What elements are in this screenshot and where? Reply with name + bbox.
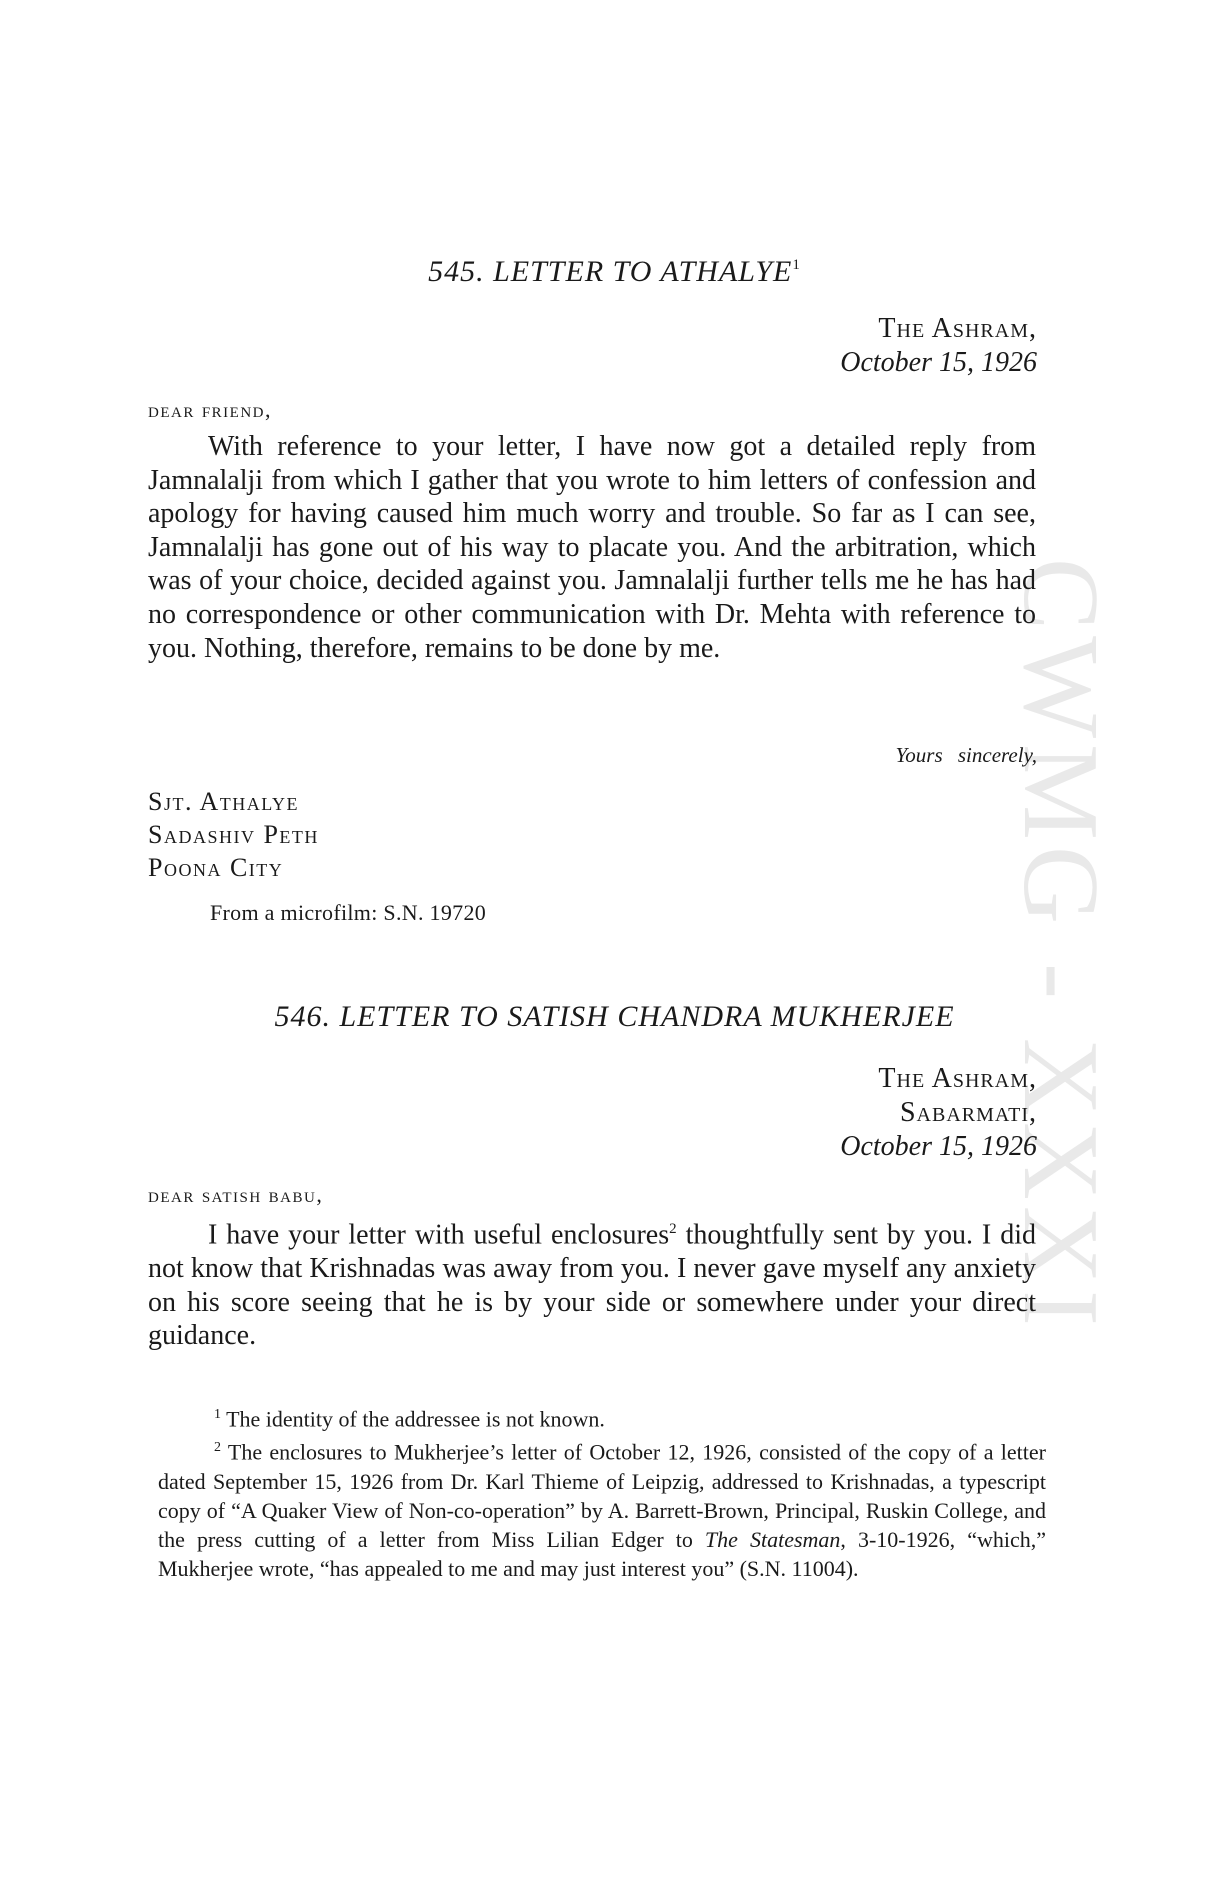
letter-546-title (0, 1000, 1229, 1034)
footnote-text: The identity of the addressee is not known. (221, 1406, 605, 1432)
letter-546-address (840, 1062, 1037, 1164)
letter-date: October 15, 1926 (840, 347, 1037, 378)
letter-545-salutation: dear friend, (148, 397, 273, 422)
footnote-number: 2 (214, 1440, 221, 1456)
letter-545-closing: Yours sincerely, (895, 743, 1037, 767)
publication-title: The Statesman (704, 1526, 841, 1552)
footnotes (158, 1400, 1046, 1583)
letter-546-salutation: dear satish babu, (148, 1182, 324, 1207)
letter-date: October 15, 1926 (840, 1131, 1037, 1162)
address-line: The Ashram, (878, 1063, 1037, 1094)
letter-545-body (148, 430, 1036, 665)
recipient-street: Sadashiv Peth (148, 820, 319, 849)
footnote-2 (158, 1433, 1046, 1582)
letter-545-recipient (148, 785, 319, 884)
body-text-segment: thoughtfully sent by you. I did not know that Krishnadas was away from you. I never gave myself any anxiety on his score seeing that he is by your side or somewhere under your direct guidance. (148, 1219, 1036, 1352)
body-paragraph (148, 1213, 1036, 1353)
letter-545-address (840, 312, 1037, 380)
footnote-number: 1 (214, 1407, 221, 1422)
recipient-city: Poona City (148, 853, 284, 882)
footnote-ref-2: 2 (669, 1221, 677, 1237)
address-line: The Ashram, (878, 313, 1037, 344)
letter-545-title-text: 545. LETTER TO ATHALYE (428, 255, 793, 288)
letter-546-title-text: 546. LETTER TO SATISH CHANDRA MUKHERJEE (274, 1000, 955, 1033)
footnote-ref-1: 1 (792, 257, 801, 273)
recipient-name: Sjt. Athalye (148, 787, 299, 816)
letter-545-source: From a microfilm: S.N. 19720 (210, 900, 487, 925)
footnote-text: , 3-10-1926, “which,” Mukherjee wrote, “has appealed to me and may just interest you” (S.N. 11004). (158, 1526, 1046, 1581)
footnote-1 (158, 1400, 1046, 1433)
watermark-text: CWMG - XXXI (1001, 558, 1120, 1332)
footnote-text: The enclosures to Mukherjee’s letter of October 12, 1926, consisted of the copy of a letter dated September 15, 1926 from Dr. Karl Thieme of Leipzig, addressed to Krishnadas, a typescript copy of “A Quaker View of Non-co-operation” by A. Barrett-Brown, Principal, Ruskin College, and the press cutting of a letter from Miss Lilian Edger to (158, 1439, 1046, 1552)
address-line: Sabarmati, (899, 1097, 1037, 1128)
letter-546-body (148, 1213, 1036, 1353)
body-paragraph: With reference to your letter, I have now got a detailed reply from Jamnalalji from which I gather that you wrote to him letters of confession and apology for having caused him much worry and trouble. So far as I can see, Jamnalalji has gone out of his way to placate you. And the arbitration, which was of your choice, decided against you. Jamnalalji further tells me he has had no correspondence or other communication with Dr. Mehta with reference to you. Nothing, therefore, remains to be done by me. (148, 431, 1036, 664)
body-text-segment: I have your letter with useful enclosures (208, 1219, 670, 1251)
letter-545-title (0, 255, 1229, 289)
